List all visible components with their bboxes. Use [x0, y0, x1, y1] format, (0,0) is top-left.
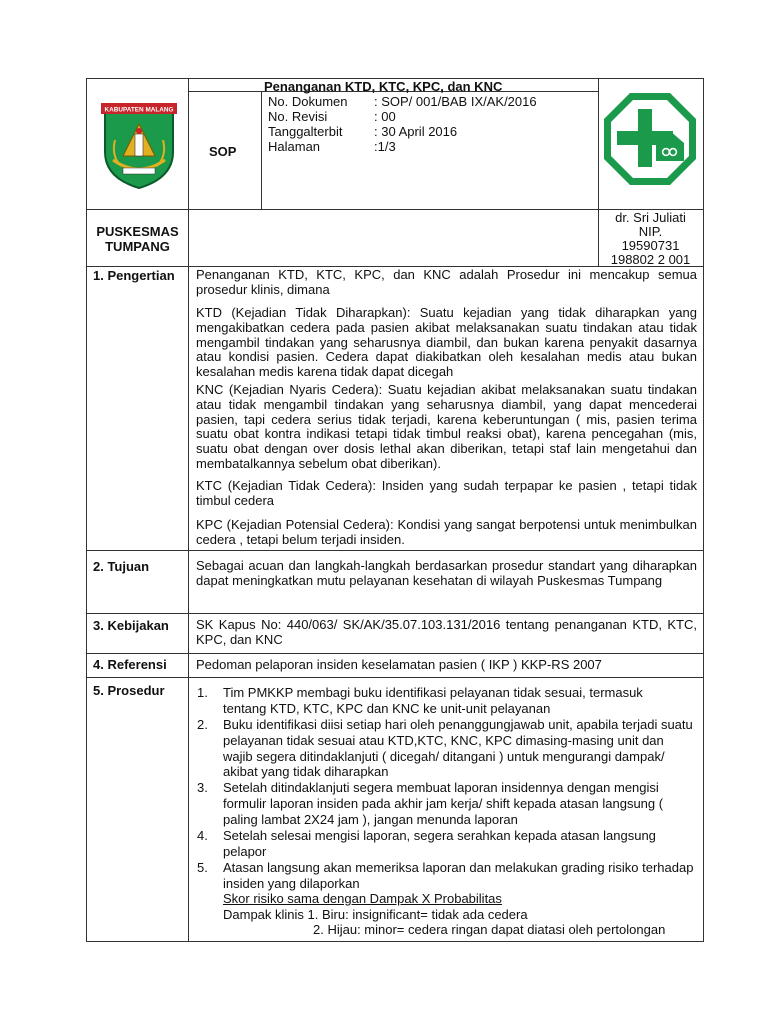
section-label-referensi: 4. Referensi [93, 657, 167, 672]
skor-risiko-heading: Skor risiko sama dengan Dampak X Probabilitas [223, 891, 502, 906]
step-text: Atasan langsung akan memeriksa laporan dan melakukan grading risiko terhadap insiden yang dilaporkan [223, 860, 694, 891]
doc-field-label: No. Dokumen [268, 94, 348, 109]
logo-text: KABUPATEN MALANG [104, 106, 174, 114]
prosedur-step [197, 685, 687, 717]
doc-field-value: : SOP/ 001/BAB IX/AK/2016 [374, 94, 537, 109]
signer-nip-label: NIP. [638, 224, 663, 239]
pengertian-paragraph: Penanganan KTD, KTC, KPC, dan KNC adalah Prosedur ini mencakup semua prosedur klinis, dimana [196, 267, 697, 297]
doc-field-label: Tanggalterbit [268, 124, 343, 139]
tujuan-text: Sebagai acuan dan langkah-langkah berdasarkan prosedur standart yang diharapkan dapat meningkatkan mutu pelayanan kesehatan di wilayah Puskesmas Tumpang [196, 558, 697, 588]
section-label-prosedur: 5. Prosedur [93, 683, 165, 698]
org-name-line2: TUMPANG [105, 239, 170, 254]
signer-nip: 19590731 [621, 238, 680, 253]
dampak-klinis-line: Dampak klinis 1. Biru: insignificant= tidak ada cedera [223, 907, 528, 922]
prosedur-step [197, 828, 695, 860]
doc-field-value: :1/3 [374, 139, 396, 154]
doc-field-label: No. Revisi [268, 109, 328, 124]
signer-name: dr. Sri Juliati [615, 210, 686, 225]
step-number: 1. [197, 685, 208, 700]
doc-field-label: Halaman [268, 139, 321, 154]
puskesmas-logo [600, 89, 700, 189]
section-label-kebijakan: 3. Kebijakan [93, 618, 169, 633]
step-number: 4. [197, 828, 208, 843]
section-label-tujuan: 2. Tujuan [93, 559, 150, 574]
section-label-pengertian: 1. Pengertian [93, 268, 175, 283]
pengertian-ktd: KTD (Kejadian Tidak Diharapkan): Suatu kejadian yang tidak diharapkan yang mengakibatkan cedera pada pasien akibat melaksanakan suatu tindakan atau tidak mengambil tindakan yang seharusnya diambil, dan bukan karena penyakit dasarnya atau kondisi pasien. Cedera dapat diakibatkan oleh kesalahan medis atau bukan kesalahan medis karena tidak dapat dicegah [196, 305, 697, 380]
pengertian-knc: KNC (Kejadian Nyaris Cedera): Suatu kejadian akibat melaksanakan suatu tindakan atau tidak mengambil tindakan yang seharusnya diambil, yang dapat mencederai pasien, tapi cedera serius tidak terjadi, karena keberuntungan ( mis, pasien terima suatu obat kontra indikasi tetapi tidak timbul reaksi obat), karena pencegahan (mis, suatu obat dengan over dosis lethal akan diberikan, tetapi staf lain mengetahui dan membatalkannya sebelum obat diberikan). [196, 382, 697, 471]
kebijakan-text: SK Kapus No: 440/063/ SK/AK/35.07.103.131/2016 tentang penanganan KTD, KTC, KPC, dan KNC [196, 617, 697, 647]
prosedur-step [197, 717, 695, 780]
document-title: Penanganan KTD, KTC, KPC, dan KNC [264, 79, 503, 94]
kabupaten-malang-logo [99, 100, 179, 190]
doc-field-value: : 00 [374, 109, 396, 124]
dampak-klinis-line: 2. Hijau: minor= cedera ringan dapat diatasi oleh pertolongan [313, 922, 666, 937]
prosedur-step [197, 860, 695, 892]
step-number: 2. [197, 717, 208, 732]
step-text: Buku identifikasi diisi setiap hari oleh penanggungjawab unit, apabila terjadi suatu pelayanan tidak sesuai atau KTD,KTC, KNC, KPC dimasing-masing unit dan wajib segera ditindaklanjuti ( dicegah/ ditangani ) untuk mengurangi dampak/ akibat yang tidak diharapkan [223, 717, 693, 780]
sop-table [86, 78, 704, 942]
pengertian-ktc: KTC (Kejadian Tidak Cedera): Insiden yang sudah terpapar ke pasien , tetapi tidak timbul cedera [196, 478, 697, 508]
step-number: 5. [197, 860, 208, 875]
step-number: 3. [197, 780, 208, 795]
signer-nip: 198802 2 001 [610, 252, 691, 267]
pengertian-kpc: KPC (Kejadian Potensial Cedera): Kondisi yang sangat berpotensi untuk menimbulkan cedera , tetapi belum terjadi insiden. [196, 517, 697, 547]
step-text: Setelah ditindaklanjuti segera membuat laporan insidennya dengan mengisi formulir laporan insiden pada akhir jam kerja/ shift kepada atasan langsung ( paling lambat 2X24 jam ), jangan menunda laporan [223, 780, 664, 827]
step-text: Tim PMKKP membagi buku identifikasi pelayanan tidak sesuai, termasuk tentang KTD, KTC, KPC dan KNC ke unit-unit pelayanan [223, 685, 643, 716]
doc-field-value: : 30 April 2016 [374, 124, 458, 139]
prosedur-step [197, 780, 695, 827]
referensi-text: Pedoman pelaporan insiden keselamatan pasien ( IKP ) KKP-RS 2007 [196, 657, 602, 672]
org-name-line1: PUSKESMAS [96, 224, 179, 239]
sop-label: SOP [209, 144, 237, 159]
step-text: Setelah selesai mengisi laporan, segera serahkan kepada atasan langsung pelapor [223, 828, 656, 859]
